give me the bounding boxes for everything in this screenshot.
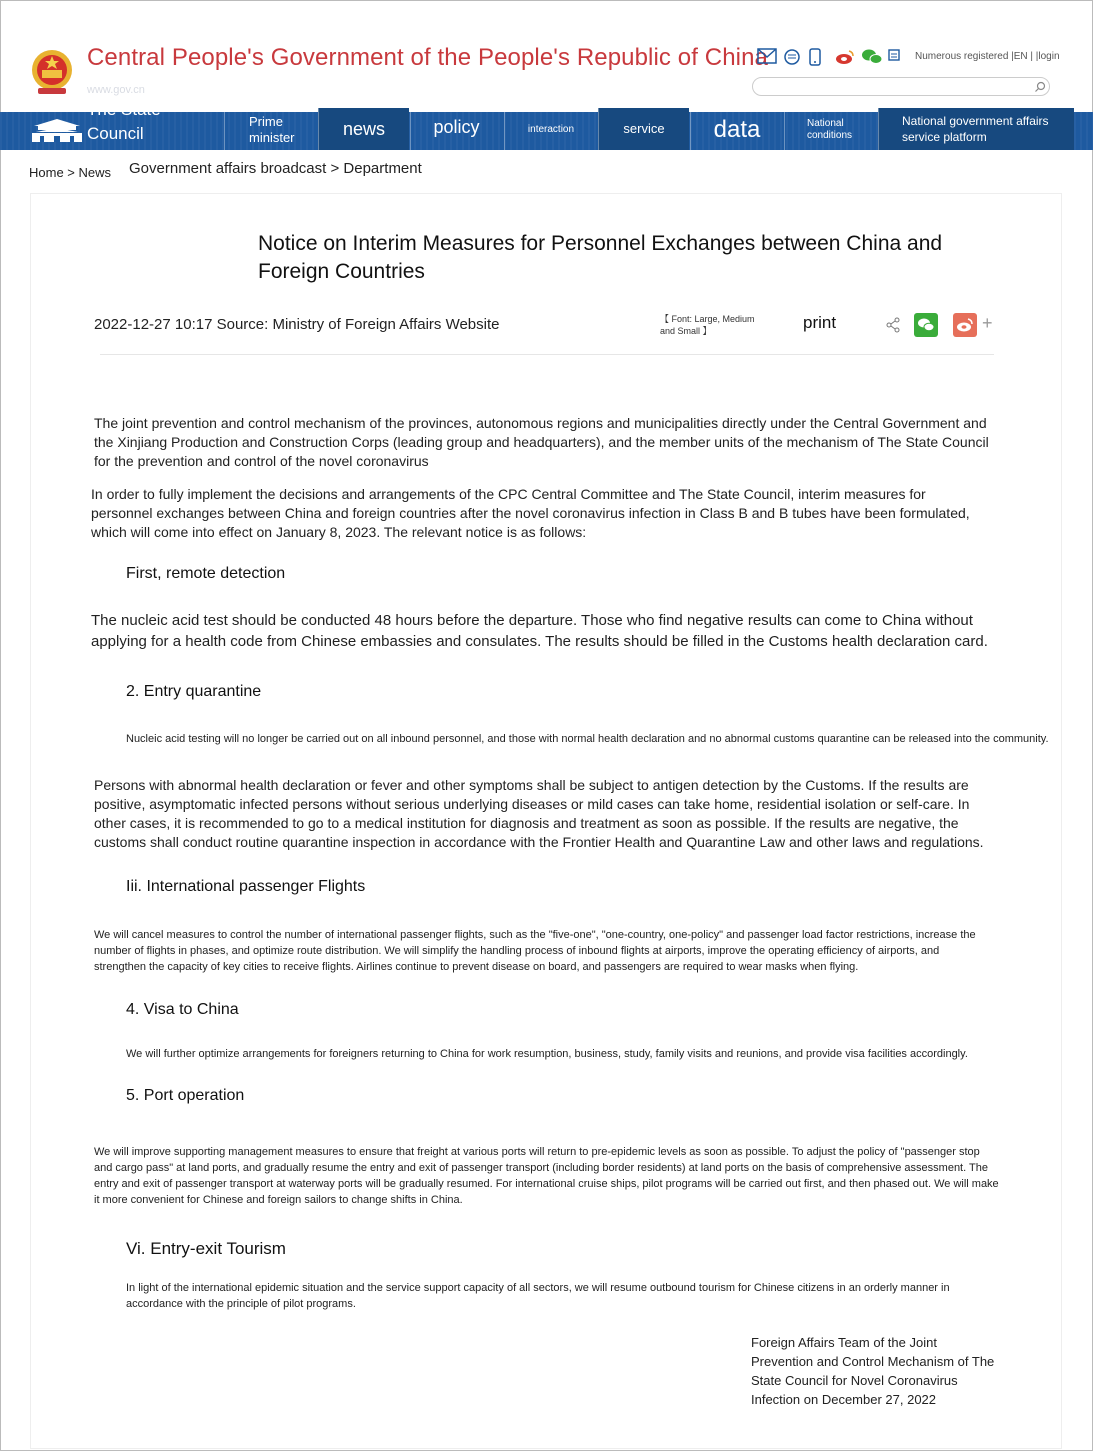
weibo-share-icon — [953, 313, 977, 337]
breadcrumb-section[interactable]: Government affairs broadcast > Department — [129, 160, 422, 177]
nav-policy[interactable]: policy — [410, 110, 502, 150]
weibo-icon[interactable] — [835, 48, 853, 66]
section-heading-4: 4. Visa to China — [126, 1001, 239, 1018]
addressee-paragraph: The joint prevention and control mechanism of the provinces, autonomous regions and municipalities directly under the Central Government and the Xinjiang Production and Construction Corps (leading group and headquarters), and the member units of the mechanism of The State Council for the prevention and control of the novel coronavirus — [94, 415, 989, 469]
nav-national-conditions[interactable]: National conditions — [784, 110, 876, 150]
section-heading-5: 5. Port operation — [126, 1087, 245, 1104]
section-heading-6: Vi. Entry-exit Tourism — [126, 1239, 286, 1258]
tiananmen-icon — [28, 116, 86, 144]
weibo-share-button[interactable] — [953, 313, 977, 337]
app-icon[interactable] — [887, 48, 905, 66]
state-council-label[interactable]: www.gov.cn The State Council — [87, 98, 177, 146]
font-size-selector[interactable]: 【 Font: Large, Medium and Small 】 — [660, 314, 755, 336]
section-heading-1: First, remote detection — [126, 565, 286, 582]
print-button[interactable]: print — [803, 313, 837, 332]
section-2-paragraph-1: Nucleic acid testing will no longer be carried out on all inbound personnel, and those with normal health declaration and no abnormal customs quarantine can be released into the community. — [126, 733, 1049, 745]
wechat-share-icon — [914, 313, 938, 337]
article-title: Notice on Interim Measures for Personnel Exchanges between China and Foreign Countries — [258, 232, 943, 283]
section-heading-3: Iii. International passenger Flights — [126, 878, 366, 895]
nav-gov-service-platform[interactable]: National government affairs service platform — [878, 108, 1074, 150]
nav-interaction[interactable]: interaction — [504, 110, 597, 150]
search-icon[interactable] — [1034, 81, 1046, 93]
site-title[interactable]: Central People's Government of the People's Republic of China — [87, 44, 768, 71]
nav-prime-minister[interactable]: Prime minister — [224, 110, 316, 150]
section-heading-2: 2. Entry quarantine — [126, 683, 262, 700]
article-meta: 2022-12-27 10:17 Source: Ministry of Foreign Affairs Website — [94, 316, 500, 333]
section-1-paragraph: The nucleic acid test should be conducted 48 hours before the departure. Those who find negative results can come to China without applying for a health code from Chinese embassies and consulates. The results should be filled in the Customs health declaration card. — [91, 612, 988, 650]
nav-news[interactable]: news — [318, 108, 409, 150]
section-2-paragraph-2: Persons with abnormal health declaration or fever and other symptoms shall be subject to antigen detection by the Customs. If the results are positive, asymptomatic infected persons without serious underlying diseases or mild cases can take home, residential isolation or self-care. In other cases, it is recommended to go to a medical institution for diagnosis and treatment as soon as possible. If the results are negative, the customs shall conduct routine quarantine inspection in accordance with the Frontier Health and Quarantine Law and other laws and regulations. — [94, 777, 984, 850]
state-council-text: The State Council — [87, 100, 161, 143]
message-icon[interactable] — [783, 48, 801, 66]
section-3-paragraph: We will cancel measures to control the number of international passenger flights, such as the "five-one", "one-country, one-policy" and passenger load factor restrictions, increase the number of flights in phases, and optimize route distribution. We will simplify the handling process of inbound flights at airports, improve the operating efficiency of airports, and strengthen the capacity of key cities to receive flights. Airlines continue to prevent disease on board, and passengers are required to wear masks when flying. — [94, 929, 976, 973]
breadcrumb[interactable]: Home > News — [29, 165, 111, 180]
section-4-paragraph: We will further optimize arrangements for foreigners returning to China for work resumption, business, study, family visits and reunions, and provide visa facilities accordingly. — [126, 1048, 968, 1060]
nav-service[interactable]: service — [598, 108, 689, 150]
national-emblem-icon — [30, 48, 74, 96]
mobile-icon[interactable] — [809, 48, 827, 66]
wechat-share-button[interactable] — [914, 313, 938, 337]
signature-block: Foreign Affairs Team of the Joint Prevention and Control Mechanism of The State Council for Novel Coronavirus Infection on December 27, 2022 — [751, 1335, 995, 1407]
title-divider — [100, 354, 994, 355]
search-input[interactable] — [752, 77, 1050, 96]
mail-icon[interactable] — [757, 48, 775, 66]
nav-data[interactable]: data — [690, 110, 783, 150]
wechat-icon[interactable] — [861, 48, 879, 66]
more-share-icon[interactable]: + — [982, 313, 993, 333]
top-links[interactable]: Numerous registered |EN | |login — [915, 51, 1060, 62]
share-icon[interactable] — [885, 317, 901, 333]
section-5-paragraph: We will improve supporting management measures to ensure that freight at various ports will return to pre-epidemic levels as soon as possible. To adjust the policy of "passenger stop and cargo pass" at land ports, and gradually resume the entry and exit of passenger transport (including border residents) at land ports on the basis of comprehensive assessment. The entry and exit of passenger transport at waterway ports will be gradually resumed. For international cruise ships, pilot programs will be carried out first, and then phased out. We will make it more convenient for Chinese and foreign sailors to change shifts in China. — [94, 1146, 999, 1206]
top-icon-bar — [757, 48, 905, 66]
section-6-paragraph: In light of the international epidemic situation and the service support capacity of all sectors, we will resume outbound tourism for Chinese citizens in an orderly manner in accordance with the principle of pilot programs. — [126, 1282, 950, 1310]
intro-paragraph: In order to fully implement the decisions and arrangements of the CPC Central Committee and The State Council, interim measures for personnel exchanges between China and foreign countries after the novel coronavirus infection in Class B and B tubes have been formulated, which will come into effect on January 8, 2023. The relevant notice is as follows: — [91, 486, 970, 540]
